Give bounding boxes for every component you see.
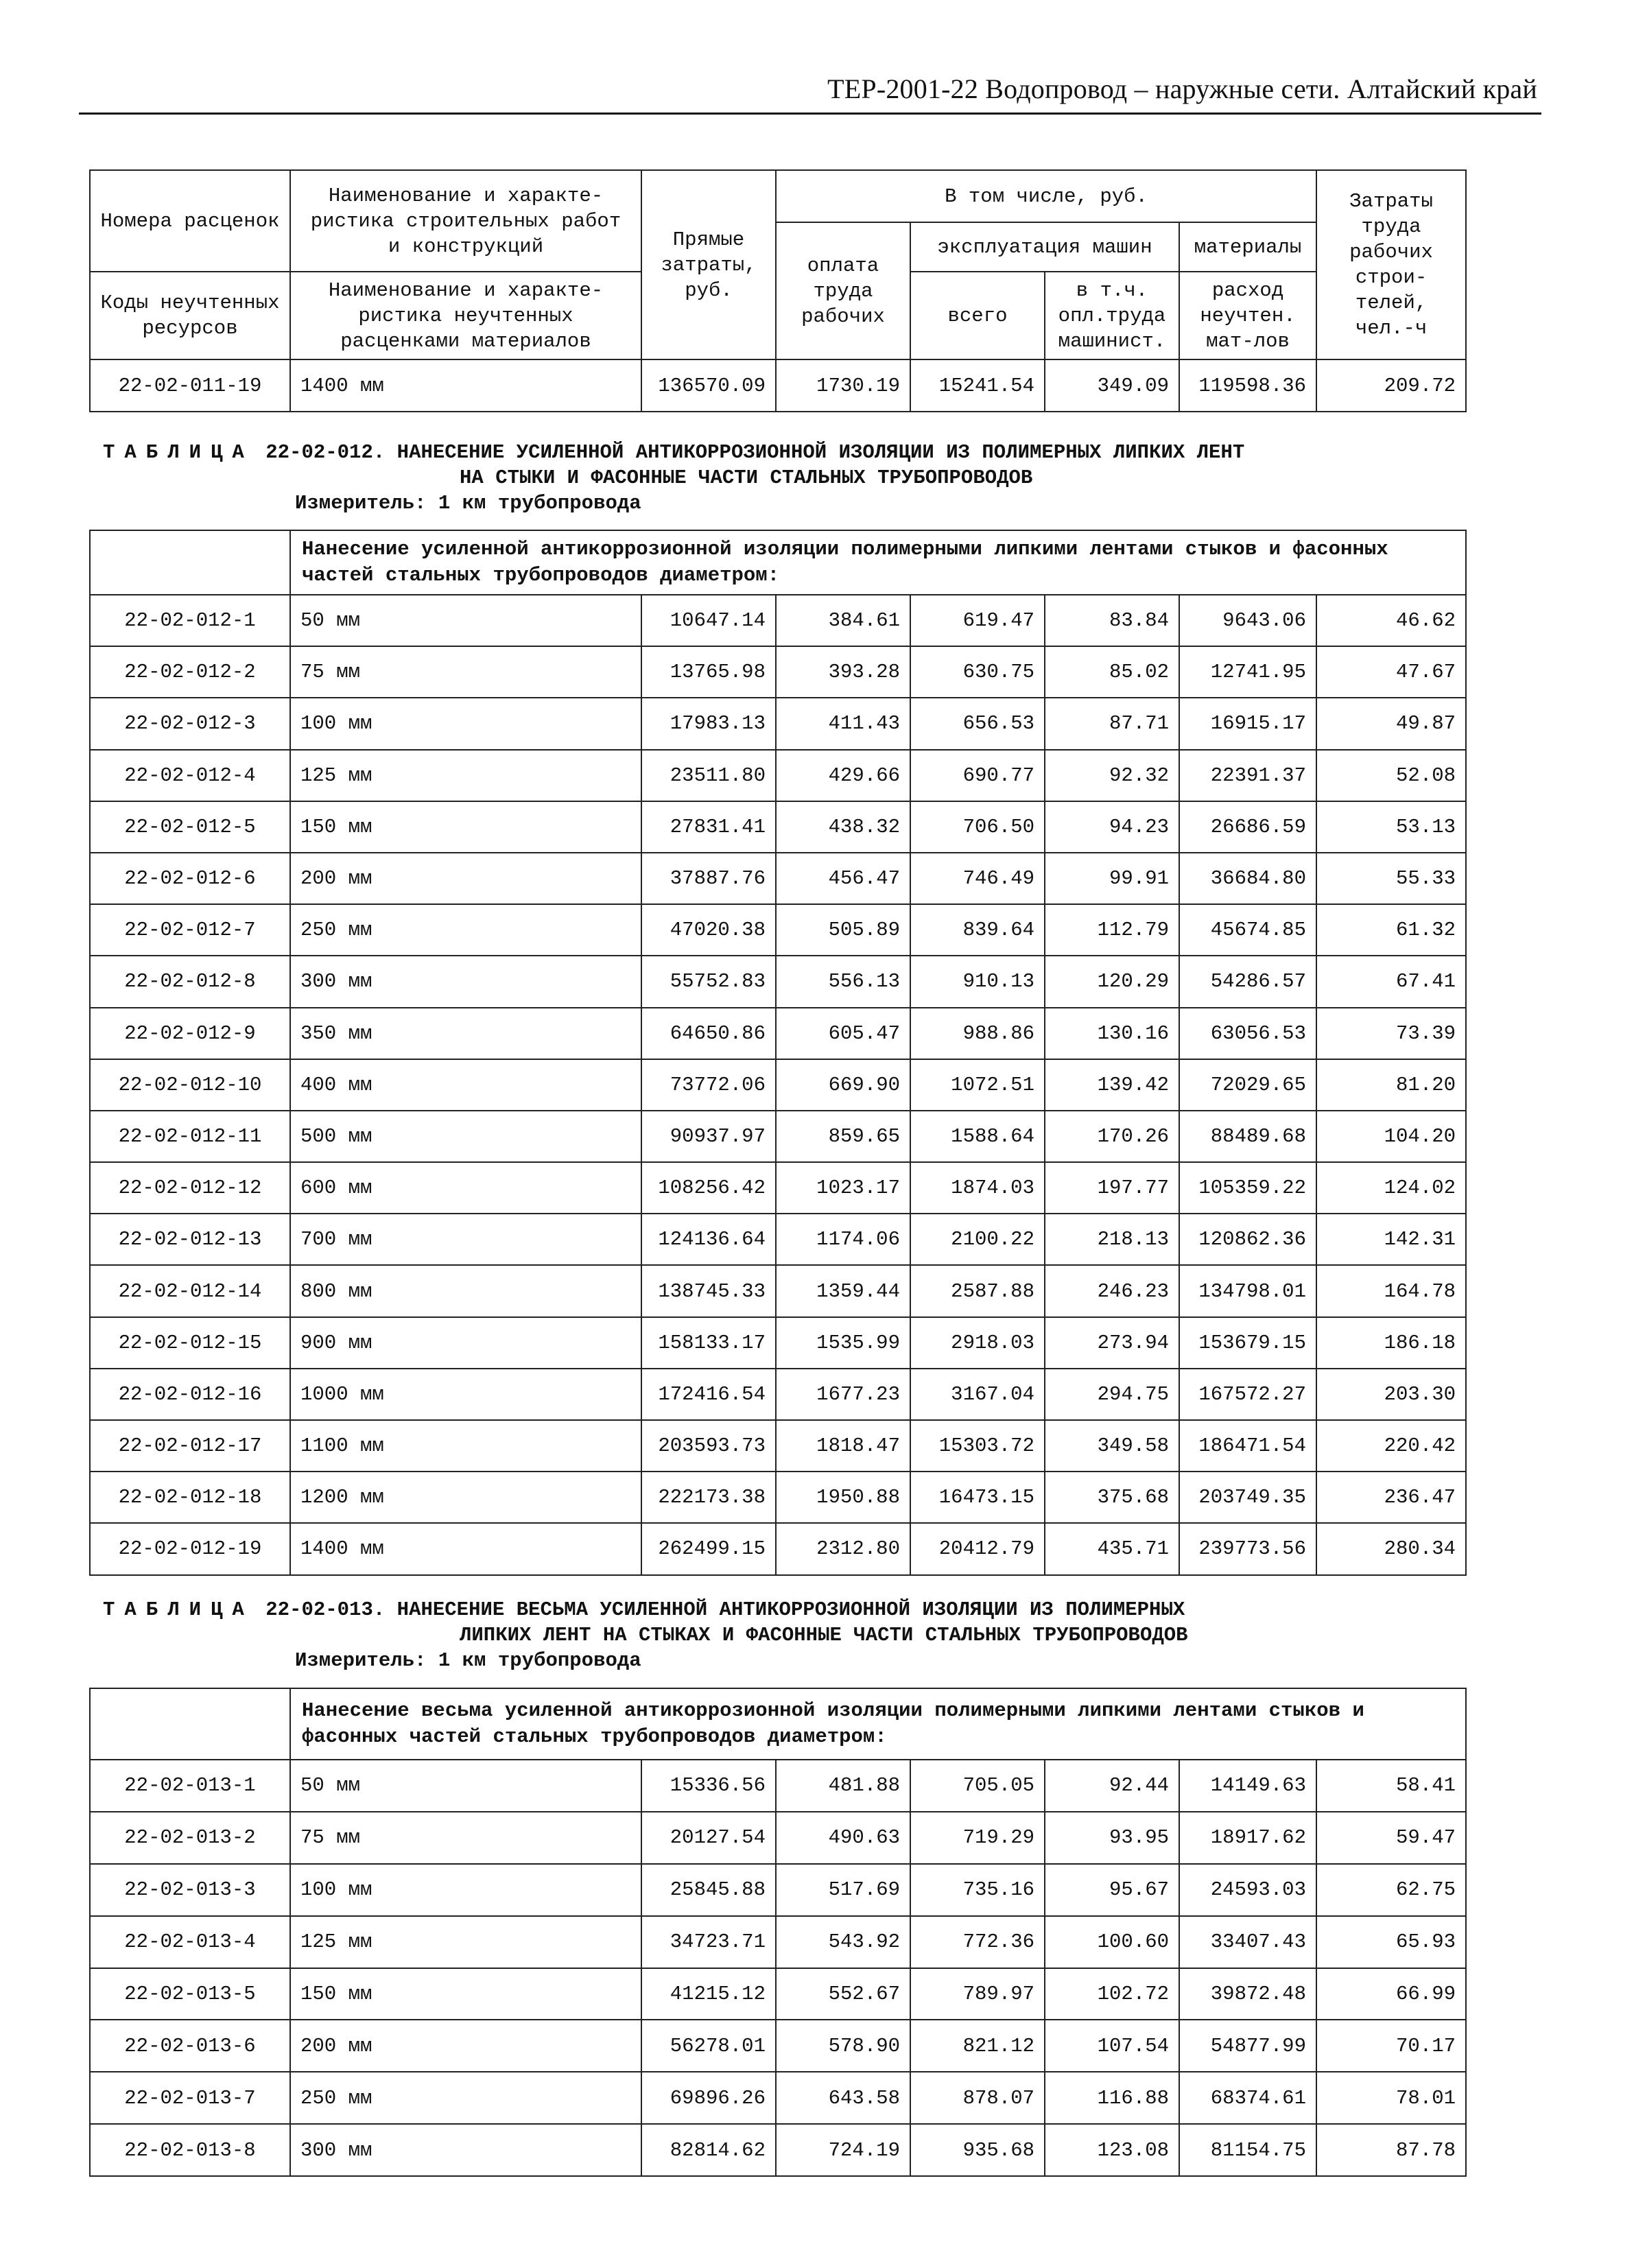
row-labor: 78.01 — [1316, 2072, 1466, 2124]
table-12-title-line2: НА СТЫКИ И ФАСОННЫЕ ЧАСТИ СТАЛЬНЫХ ТРУБОПРОВОДОВ — [460, 466, 1033, 489]
row-materials: 9643.06 — [1179, 595, 1316, 646]
row-machinist-pay: 102.72 — [1045, 1968, 1179, 2020]
table-row — [90, 1317, 1466, 1369]
header-materials: материалы — [1179, 222, 1316, 272]
row-direct: 69896.26 — [641, 2072, 776, 2124]
row-direct: 73772.06 — [641, 1059, 776, 1111]
row-machines-total: 746.49 — [910, 853, 1045, 904]
row-direct: 82814.62 — [641, 2124, 776, 2176]
table-row — [90, 750, 1466, 801]
row-machinist-pay: 83.84 — [1045, 595, 1179, 646]
row-code: 22-02-012-17 — [90, 1420, 290, 1472]
table-row — [90, 646, 1466, 698]
row-pay: 543.92 — [776, 1916, 910, 1968]
row-machinist-pay: 246.23 — [1045, 1265, 1179, 1316]
table-row — [90, 2124, 1466, 2176]
row-name: 50 мм — [290, 595, 641, 646]
row-pay: 1950.88 — [776, 1472, 910, 1523]
row-direct: 34723.71 — [641, 1916, 776, 1968]
table-row — [90, 1864, 1466, 1916]
row-machines-total: 2918.03 — [910, 1317, 1045, 1369]
row-machinist-pay: 93.95 — [1045, 1812, 1179, 1864]
row-code: 22-02-012-5 — [90, 801, 290, 853]
row-code: 22-02-013-5 — [90, 1968, 290, 2020]
table-13-label: ТАБЛИЦА — [103, 1598, 254, 1621]
row-pay: 393.28 — [776, 646, 910, 698]
row-labor: 66.99 — [1316, 1968, 1466, 2020]
table-12-section-title: Нанесение усиленной антикоррозионной изоляции полимерными липкими лентами стыков и фасонных частей стальных трубопроводов диаметром: — [290, 530, 1466, 595]
row-labor: 67.41 — [1316, 956, 1466, 1007]
row-materials: 63056.53 — [1179, 1008, 1316, 1059]
row-labor: 87.78 — [1316, 2124, 1466, 2176]
row-direct: 158133.17 — [641, 1317, 776, 1369]
row-name: 1400 мм — [290, 1523, 641, 1574]
table-row — [90, 359, 1466, 412]
row-materials: 119598.36 — [1179, 359, 1316, 412]
row-labor: 62.75 — [1316, 1864, 1466, 1916]
row-pay: 859.65 — [776, 1111, 910, 1162]
row-machines-total: 719.29 — [910, 1812, 1045, 1864]
row-machines-total: 705.05 — [910, 1760, 1045, 1812]
row-materials: 105359.22 — [1179, 1162, 1316, 1214]
row-materials: 18917.62 — [1179, 1812, 1316, 1864]
row-machinist-pay: 92.32 — [1045, 750, 1179, 801]
row-machinist-pay: 95.67 — [1045, 1864, 1179, 1916]
row-direct: 37887.76 — [641, 853, 776, 904]
row-code: 22-02-012-6 — [90, 853, 290, 904]
row-name: 1000 мм — [290, 1369, 641, 1420]
table-row — [90, 1523, 1466, 1574]
row-name: 100 мм — [290, 698, 641, 749]
row-code: 22-02-013-1 — [90, 1760, 290, 1812]
row-machinist-pay: 435.71 — [1045, 1523, 1179, 1574]
row-pay: 669.90 — [776, 1059, 910, 1111]
row-machines-total: 935.68 — [910, 2124, 1045, 2176]
row-machinist-pay: 112.79 — [1045, 904, 1179, 956]
row-machinist-pay: 218.13 — [1045, 1214, 1179, 1265]
row-name: 1100 мм — [290, 1420, 641, 1472]
row-code: 22-02-013-3 — [90, 1864, 290, 1916]
row-materials: 45674.85 — [1179, 904, 1316, 956]
header-labor-costs: Затраты труда рабочих строи-телей, чел.-ч — [1316, 170, 1466, 359]
row-pay: 481.88 — [776, 1760, 910, 1812]
row-name: 1200 мм — [290, 1472, 641, 1523]
row-machines-total: 690.77 — [910, 750, 1045, 801]
table-row — [90, 2072, 1466, 2124]
row-pay: 429.66 — [776, 750, 910, 801]
row-pay: 438.32 — [776, 801, 910, 853]
row-name: 800 мм — [290, 1265, 641, 1316]
row-name: 300 мм — [290, 956, 641, 1007]
row-name: 700 мм — [290, 1214, 641, 1265]
row-direct: 108256.42 — [641, 1162, 776, 1214]
header-numbers: Номера расценок — [90, 170, 290, 272]
header-worker-pay: оплата труда рабочих — [776, 222, 910, 359]
row-direct: 64650.86 — [641, 1008, 776, 1059]
row-machinist-pay: 170.26 — [1045, 1111, 1179, 1162]
row-labor: 164.78 — [1316, 1265, 1466, 1316]
row-name: 900 мм — [290, 1317, 641, 1369]
row-machines-total: 789.97 — [910, 1968, 1045, 2020]
row-materials: 39872.48 — [1179, 1968, 1316, 2020]
row-machines-total: 15303.72 — [910, 1420, 1045, 1472]
row-machinist-pay: 375.68 — [1045, 1472, 1179, 1523]
table-row — [90, 698, 1466, 749]
header-name-unaccounted: Наименование и характе-ристика неучтенных расценками материалов — [290, 272, 641, 359]
row-code: 22-02-012-8 — [90, 956, 290, 1007]
row-materials: 36684.80 — [1179, 853, 1316, 904]
row-machinist-pay: 94.23 — [1045, 801, 1179, 853]
row-name: 50 мм — [290, 1760, 641, 1812]
row-materials: 12741.95 — [1179, 646, 1316, 698]
table-12-caption — [103, 440, 1475, 516]
row-machinist-pay: 123.08 — [1045, 2124, 1179, 2176]
row-code: 22-02-012-16 — [90, 1369, 290, 1420]
header-name: Наименование и характе-ристика строительных работ и конструкций — [290, 170, 641, 272]
row-pay: 1023.17 — [776, 1162, 910, 1214]
row-machines-total: 910.13 — [910, 956, 1045, 1007]
row-machines-total: 988.86 — [910, 1008, 1045, 1059]
row-labor: 220.42 — [1316, 1420, 1466, 1472]
row-direct: 124136.64 — [641, 1214, 776, 1265]
row-pay: 1677.23 — [776, 1369, 910, 1420]
table-13-measure: Измеритель: 1 км трубопровода — [295, 1649, 641, 1672]
row-code: 22-02-012-14 — [90, 1265, 290, 1316]
row-labor: 52.08 — [1316, 750, 1466, 801]
row-code: 22-02-013-2 — [90, 1812, 290, 1864]
row-machines-total: 15241.54 — [910, 359, 1045, 412]
row-materials: 24593.03 — [1179, 1864, 1316, 1916]
row-machines-total: 735.16 — [910, 1864, 1045, 1916]
row-machines-total: 821.12 — [910, 2020, 1045, 2072]
table-row — [90, 1420, 1466, 1472]
table-row — [90, 956, 1466, 1007]
row-name: 350 мм — [290, 1008, 641, 1059]
row-machinist-pay: 92.44 — [1045, 1760, 1179, 1812]
row-code: 22-02-012-11 — [90, 1111, 290, 1162]
row-machines-total: 3167.04 — [910, 1369, 1045, 1420]
row-pay: 456.47 — [776, 853, 910, 904]
row-direct: 23511.80 — [641, 750, 776, 801]
row-pay: 724.19 — [776, 2124, 910, 2176]
table-row — [90, 1812, 1466, 1864]
row-pay: 411.43 — [776, 698, 910, 749]
row-labor: 186.18 — [1316, 1317, 1466, 1369]
row-pay: 517.69 — [776, 1864, 910, 1916]
row-direct: 222173.38 — [641, 1472, 776, 1523]
row-labor: 280.34 — [1316, 1523, 1466, 1574]
row-pay: 578.90 — [776, 2020, 910, 2072]
table-row — [90, 904, 1466, 956]
row-name: 250 мм — [290, 904, 641, 956]
row-code: 22-02-012-12 — [90, 1162, 290, 1214]
row-direct: 17983.13 — [641, 698, 776, 749]
row-materials: 26686.59 — [1179, 801, 1316, 853]
header-machines-total: всего — [910, 272, 1045, 359]
row-name: 300 мм — [290, 2124, 641, 2176]
row-materials: 33407.43 — [1179, 1916, 1316, 1968]
row-machines-total: 619.47 — [910, 595, 1045, 646]
row-name: 400 мм — [290, 1059, 641, 1111]
table-13-caption — [103, 1597, 1475, 1673]
row-machines-total: 878.07 — [910, 2072, 1045, 2124]
table-12-title-line1: 22-02-012. НАНЕСЕНИЕ УСИЛЕННОЙ АНТИКОРРОЗИОННОЙ ИЗОЛЯЦИИ ИЗ ПОЛИМЕРНЫХ ЛИПКИХ ЛЕНТ — [265, 441, 1245, 464]
row-materials: 16915.17 — [1179, 698, 1316, 749]
table-row — [90, 1916, 1466, 1968]
table-row — [90, 1472, 1466, 1523]
row-name: 75 мм — [290, 646, 641, 698]
row-direct: 203593.73 — [641, 1420, 776, 1472]
row-name: 125 мм — [290, 750, 641, 801]
table-row — [90, 595, 1466, 646]
table-row — [90, 1968, 1466, 2020]
table-12 — [89, 530, 1467, 1576]
row-machinist-pay: 349.09 — [1045, 359, 1179, 412]
row-code: 22-02-012-2 — [90, 646, 290, 698]
row-machines-total: 1072.51 — [910, 1059, 1045, 1111]
row-machinist-pay: 99.91 — [1045, 853, 1179, 904]
row-machines-total: 656.53 — [910, 698, 1045, 749]
row-direct: 56278.01 — [641, 2020, 776, 2072]
row-labor: 70.17 — [1316, 2020, 1466, 2072]
row-machinist-pay: 139.42 — [1045, 1059, 1179, 1111]
row-machinist-pay: 85.02 — [1045, 646, 1179, 698]
row-machines-total: 16473.15 — [910, 1472, 1045, 1523]
header-codes: Коды неучтенных ресурсов — [90, 272, 290, 359]
row-name: 600 мм — [290, 1162, 641, 1214]
row-direct: 172416.54 — [641, 1369, 776, 1420]
row-direct: 55752.83 — [641, 956, 776, 1007]
row-name: 150 мм — [290, 801, 641, 853]
table-row — [90, 853, 1466, 904]
row-direct: 47020.38 — [641, 904, 776, 956]
row-code: 22-02-012-19 — [90, 1523, 290, 1574]
row-direct: 13765.98 — [641, 646, 776, 698]
row-materials: 88489.68 — [1179, 1111, 1316, 1162]
row-labor: 104.20 — [1316, 1111, 1466, 1162]
row-direct: 90937.97 — [641, 1111, 776, 1162]
row-code: 22-02-013-8 — [90, 2124, 290, 2176]
row-labor: 53.13 — [1316, 801, 1466, 853]
row-direct: 25845.88 — [641, 1864, 776, 1916]
table-row — [90, 1760, 1466, 1812]
column-header-table — [89, 169, 1467, 412]
row-materials: 167572.27 — [1179, 1369, 1316, 1420]
table-row — [90, 1214, 1466, 1265]
row-name: 1400 мм — [290, 359, 641, 412]
row-machinist-pay: 273.94 — [1045, 1317, 1179, 1369]
row-direct: 41215.12 — [641, 1968, 776, 2020]
row-labor: 236.47 — [1316, 1472, 1466, 1523]
table-row — [90, 1265, 1466, 1316]
row-machines-total: 839.64 — [910, 904, 1045, 956]
row-labor: 209.72 — [1316, 359, 1466, 412]
header-including: В том числе, руб. — [776, 170, 1316, 222]
row-code: 22-02-013-7 — [90, 2072, 290, 2124]
row-machinist-pay: 120.29 — [1045, 956, 1179, 1007]
row-labor: 65.93 — [1316, 1916, 1466, 1968]
row-code: 22-02-012-7 — [90, 904, 290, 956]
row-pay: 605.47 — [776, 1008, 910, 1059]
row-direct: 136570.09 — [641, 359, 776, 412]
row-code: 22-02-012-15 — [90, 1317, 290, 1369]
row-name: 200 мм — [290, 853, 641, 904]
header-direct-costs: Прямые затраты, руб. — [641, 170, 776, 359]
row-pay: 1730.19 — [776, 359, 910, 412]
row-code: 22-02-012-9 — [90, 1008, 290, 1059]
row-pay: 643.58 — [776, 2072, 910, 2124]
row-machines-total: 1874.03 — [910, 1162, 1045, 1214]
table-row — [90, 801, 1466, 853]
row-pay: 552.67 — [776, 1968, 910, 2020]
row-machines-total: 772.36 — [910, 1916, 1045, 1968]
row-machinist-pay: 197.77 — [1045, 1162, 1179, 1214]
row-labor: 142.31 — [1316, 1214, 1466, 1265]
row-labor: 46.62 — [1316, 595, 1466, 646]
page-header — [79, 69, 1541, 115]
table-row — [90, 2020, 1466, 2072]
table-12-measure: Измеритель: 1 км трубопровода — [295, 492, 641, 515]
page-header-title: ТЕР-2001-22 Водопровод – наружные сети. Алтайский край — [827, 73, 1537, 104]
table-row — [90, 1059, 1466, 1111]
row-materials: 54286.57 — [1179, 956, 1316, 1007]
row-name: 75 мм — [290, 1812, 641, 1864]
table-13-section-title: Нанесение весьма усиленной антикоррозионной изоляции полимерными липкими лентами стыков и фасонных частей стальных трубопроводов диаметром: — [290, 1688, 1466, 1760]
row-materials: 203749.35 — [1179, 1472, 1316, 1523]
row-labor: 49.87 — [1316, 698, 1466, 749]
header-unaccounted-materials: расход неучтен. мат-лов — [1179, 272, 1316, 359]
row-code: 22-02-012-10 — [90, 1059, 290, 1111]
row-pay: 2312.80 — [776, 1523, 910, 1574]
row-code: 22-02-012-1 — [90, 595, 290, 646]
row-pay: 384.61 — [776, 595, 910, 646]
table-13-title-line2: ЛИПКИХ ЛЕНТ НА СТЫКАХ И ФАСОННЫЕ ЧАСТИ СТАЛЬНЫХ ТРУБОПРОВОДОВ — [460, 1624, 1188, 1646]
row-materials: 239773.56 — [1179, 1523, 1316, 1574]
row-labor: 81.20 — [1316, 1059, 1466, 1111]
header-machinist-pay: в т.ч. опл.труда машинист. — [1045, 272, 1179, 359]
row-direct: 27831.41 — [641, 801, 776, 853]
row-machinist-pay: 107.54 — [1045, 2020, 1179, 2072]
row-direct: 262499.15 — [641, 1523, 776, 1574]
row-direct: 15336.56 — [641, 1760, 776, 1812]
table-row — [90, 1111, 1466, 1162]
row-direct: 138745.33 — [641, 1265, 776, 1316]
row-labor: 73.39 — [1316, 1008, 1466, 1059]
row-name: 200 мм — [290, 2020, 641, 2072]
row-materials: 22391.37 — [1179, 750, 1316, 801]
row-code: 22-02-011-19 — [90, 359, 290, 412]
table-row — [90, 1008, 1466, 1059]
row-machinist-pay: 116.88 — [1045, 2072, 1179, 2124]
table-12-label: ТАБЛИЦА — [103, 441, 254, 464]
row-materials: 54877.99 — [1179, 2020, 1316, 2072]
row-labor: 124.02 — [1316, 1162, 1466, 1214]
row-name: 500 мм — [290, 1111, 641, 1162]
row-code: 22-02-012-13 — [90, 1214, 290, 1265]
row-materials: 186471.54 — [1179, 1420, 1316, 1472]
row-materials: 14149.63 — [1179, 1760, 1316, 1812]
row-materials: 72029.65 — [1179, 1059, 1316, 1111]
table-13-title-line1: 22-02-013. НАНЕСЕНИЕ ВЕСЬМА УСИЛЕННОЙ АНТИКОРРОЗИОННОЙ ИЗОЛЯЦИИ ИЗ ПОЛИМЕРНЫХ — [265, 1598, 1185, 1621]
table-row — [90, 1369, 1466, 1420]
row-machinist-pay: 100.60 — [1045, 1916, 1179, 1968]
row-name: 250 мм — [290, 2072, 641, 2124]
row-code: 22-02-013-6 — [90, 2020, 290, 2072]
row-materials: 134798.01 — [1179, 1265, 1316, 1316]
row-pay: 1174.06 — [776, 1214, 910, 1265]
row-pay: 505.89 — [776, 904, 910, 956]
row-machines-total: 20412.79 — [910, 1523, 1045, 1574]
row-labor: 61.32 — [1316, 904, 1466, 956]
row-pay: 556.13 — [776, 956, 910, 1007]
row-labor: 59.47 — [1316, 1812, 1466, 1864]
row-labor: 55.33 — [1316, 853, 1466, 904]
header-machines: эксплуатация машин — [910, 222, 1179, 272]
row-name: 150 мм — [290, 1968, 641, 2020]
row-materials: 153679.15 — [1179, 1317, 1316, 1369]
row-pay: 1818.47 — [776, 1420, 910, 1472]
row-pay: 490.63 — [776, 1812, 910, 1864]
row-name: 125 мм — [290, 1916, 641, 1968]
row-pay: 1359.44 — [776, 1265, 910, 1316]
table-row — [90, 1162, 1466, 1214]
section-spacer — [90, 1688, 290, 1760]
row-machinist-pay: 294.75 — [1045, 1369, 1179, 1420]
row-machinist-pay: 130.16 — [1045, 1008, 1179, 1059]
row-machinist-pay: 349.58 — [1045, 1420, 1179, 1472]
row-name: 100 мм — [290, 1864, 641, 1916]
row-materials: 68374.61 — [1179, 2072, 1316, 2124]
row-direct: 10647.14 — [641, 595, 776, 646]
row-materials: 120862.36 — [1179, 1214, 1316, 1265]
row-code: 22-02-012-18 — [90, 1472, 290, 1523]
row-labor: 203.30 — [1316, 1369, 1466, 1420]
row-code: 22-02-012-4 — [90, 750, 290, 801]
section-spacer — [90, 530, 290, 595]
row-materials: 81154.75 — [1179, 2124, 1316, 2176]
row-machines-total: 630.75 — [910, 646, 1045, 698]
row-machines-total: 2100.22 — [910, 1214, 1045, 1265]
row-machines-total: 2587.88 — [910, 1265, 1045, 1316]
row-labor: 58.41 — [1316, 1760, 1466, 1812]
row-code: 22-02-012-3 — [90, 698, 290, 749]
row-direct: 20127.54 — [641, 1812, 776, 1864]
row-pay: 1535.99 — [776, 1317, 910, 1369]
row-machines-total: 706.50 — [910, 801, 1045, 853]
row-code: 22-02-013-4 — [90, 1916, 290, 1968]
row-machines-total: 1588.64 — [910, 1111, 1045, 1162]
row-machinist-pay: 87.71 — [1045, 698, 1179, 749]
table-13 — [89, 1688, 1467, 2177]
row-labor: 47.67 — [1316, 646, 1466, 698]
